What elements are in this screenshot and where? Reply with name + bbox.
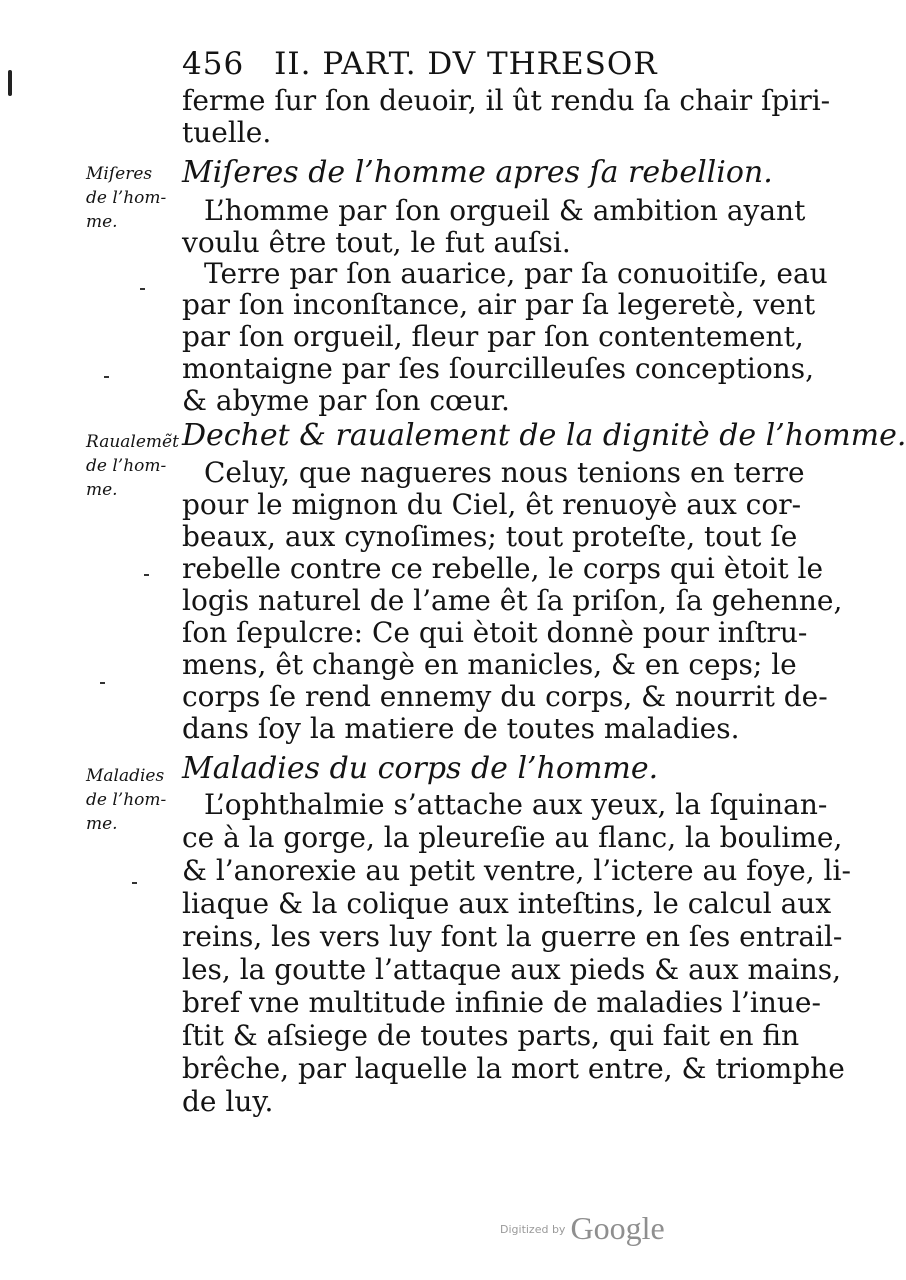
text-line: Terre par ſon auarice, par ſa conuoitiſe, eau (204, 257, 828, 290)
text-line: liaque & la colique aux inteſtins, le calcul aux (182, 887, 832, 920)
text-line: dans ſoy la matiere de toutes maladies. (182, 712, 740, 745)
margin-note-line: de l’hom- (86, 790, 167, 810)
text-line: ſtit & aſsiege de toutes parts, qui fait en fin (182, 1019, 800, 1052)
section-heading-miseres: Miſeres de l’homme apres ſa rebellion. (182, 155, 773, 190)
margin-note-line: Maladies (86, 766, 165, 786)
page-edge-mark (8, 70, 12, 96)
text-line: ce à la gorge, la pleureſie au flanc, la boulime, (182, 821, 843, 854)
ink-speck (144, 574, 149, 576)
digitized-by-watermark (500, 1210, 665, 1247)
text-line: les, la goutte l’attaque aux pieds & aux mains, (182, 953, 842, 986)
margin-note-line: de l’hom- (86, 188, 167, 208)
text-line: pour le mignon du Ciel, êt renuoyè aux cor- (182, 488, 802, 521)
text-line: L’ophthalmie s’attache aux yeux, la ſquinan- (204, 788, 828, 821)
text-line: L’homme par ſon orgueil & ambition ayant (204, 194, 806, 227)
text-line: par ſon inconſtance, air par ſa legeretè, vent (182, 288, 816, 321)
text-line: rebelle contre ce rebelle, le corps qui ètoit le (182, 552, 824, 585)
text-line: bref vne multitude infinie de maladies l’inue- (182, 986, 821, 1019)
margin-note-miseres (86, 162, 166, 234)
text-line: & abyme par ſon cœur. (182, 384, 510, 417)
google-logo: Google (570, 1210, 665, 1246)
text-line: voulu être tout, le fut auſsi. (182, 226, 571, 259)
text-line: & l’anorexie au petit ventre, l’ictere au foye, li- (182, 854, 851, 887)
text-line: ferme ſur ſon deuoir, il ût rendu ſa chair ſpiri- (182, 84, 831, 117)
running-title: II. PART. DV THRESOR (274, 46, 658, 82)
ink-speck (104, 376, 109, 378)
margin-note-line: me. (86, 212, 118, 232)
text-line: ſon ſepulcre: Ce qui ètoit donnè pour inſtru- (182, 616, 808, 649)
margin-note-line: Miſeres (86, 164, 153, 184)
text-line: beaux, aux cynoſimes; tout proteſte, tout ſe (182, 520, 798, 553)
page-header (182, 44, 658, 84)
margin-note-raualement (86, 430, 179, 502)
margin-note-line: de l’hom- (86, 456, 167, 476)
text-line: montaigne par ſes ſourcilleuſes conceptions, (182, 352, 814, 385)
text-line: brêche, par laquelle la mort entre, & triomphe (182, 1052, 845, 1085)
ink-speck (132, 882, 137, 884)
ink-speck (100, 682, 105, 684)
digitized-label: Digitized by (500, 1223, 566, 1236)
text-line: par ſon orgueil, fleur par ſon contentement, (182, 320, 804, 353)
text-line: de luy. (182, 1085, 274, 1118)
section-heading-maladies: Maladies du corps de l’homme. (182, 751, 659, 786)
margin-note-line: me. (86, 814, 118, 834)
margin-note-maladies (86, 764, 166, 836)
margin-note-line: Raualemẽt (86, 432, 179, 452)
text-line: Celuy, que nagueres nous tenions en terre (204, 456, 805, 489)
margin-note-line: me. (86, 480, 118, 500)
page-number: 456 (182, 46, 245, 82)
text-line: tuelle. (182, 116, 272, 149)
ink-speck (140, 288, 145, 290)
text-line: reins, les vers luy font la guerre en ſes entrail- (182, 920, 843, 953)
text-line: mens, êt changè en manicles, & en ceps; le (182, 648, 797, 681)
text-line: corps ſe rend ennemy du corps, & nourrit de- (182, 680, 828, 713)
section-heading-dechet: Dechet & raualement de la dignitè de l’homme. (182, 418, 906, 453)
text-line: logis naturel de l’ame êt ſa priſon, ſa gehenne, (182, 584, 843, 617)
